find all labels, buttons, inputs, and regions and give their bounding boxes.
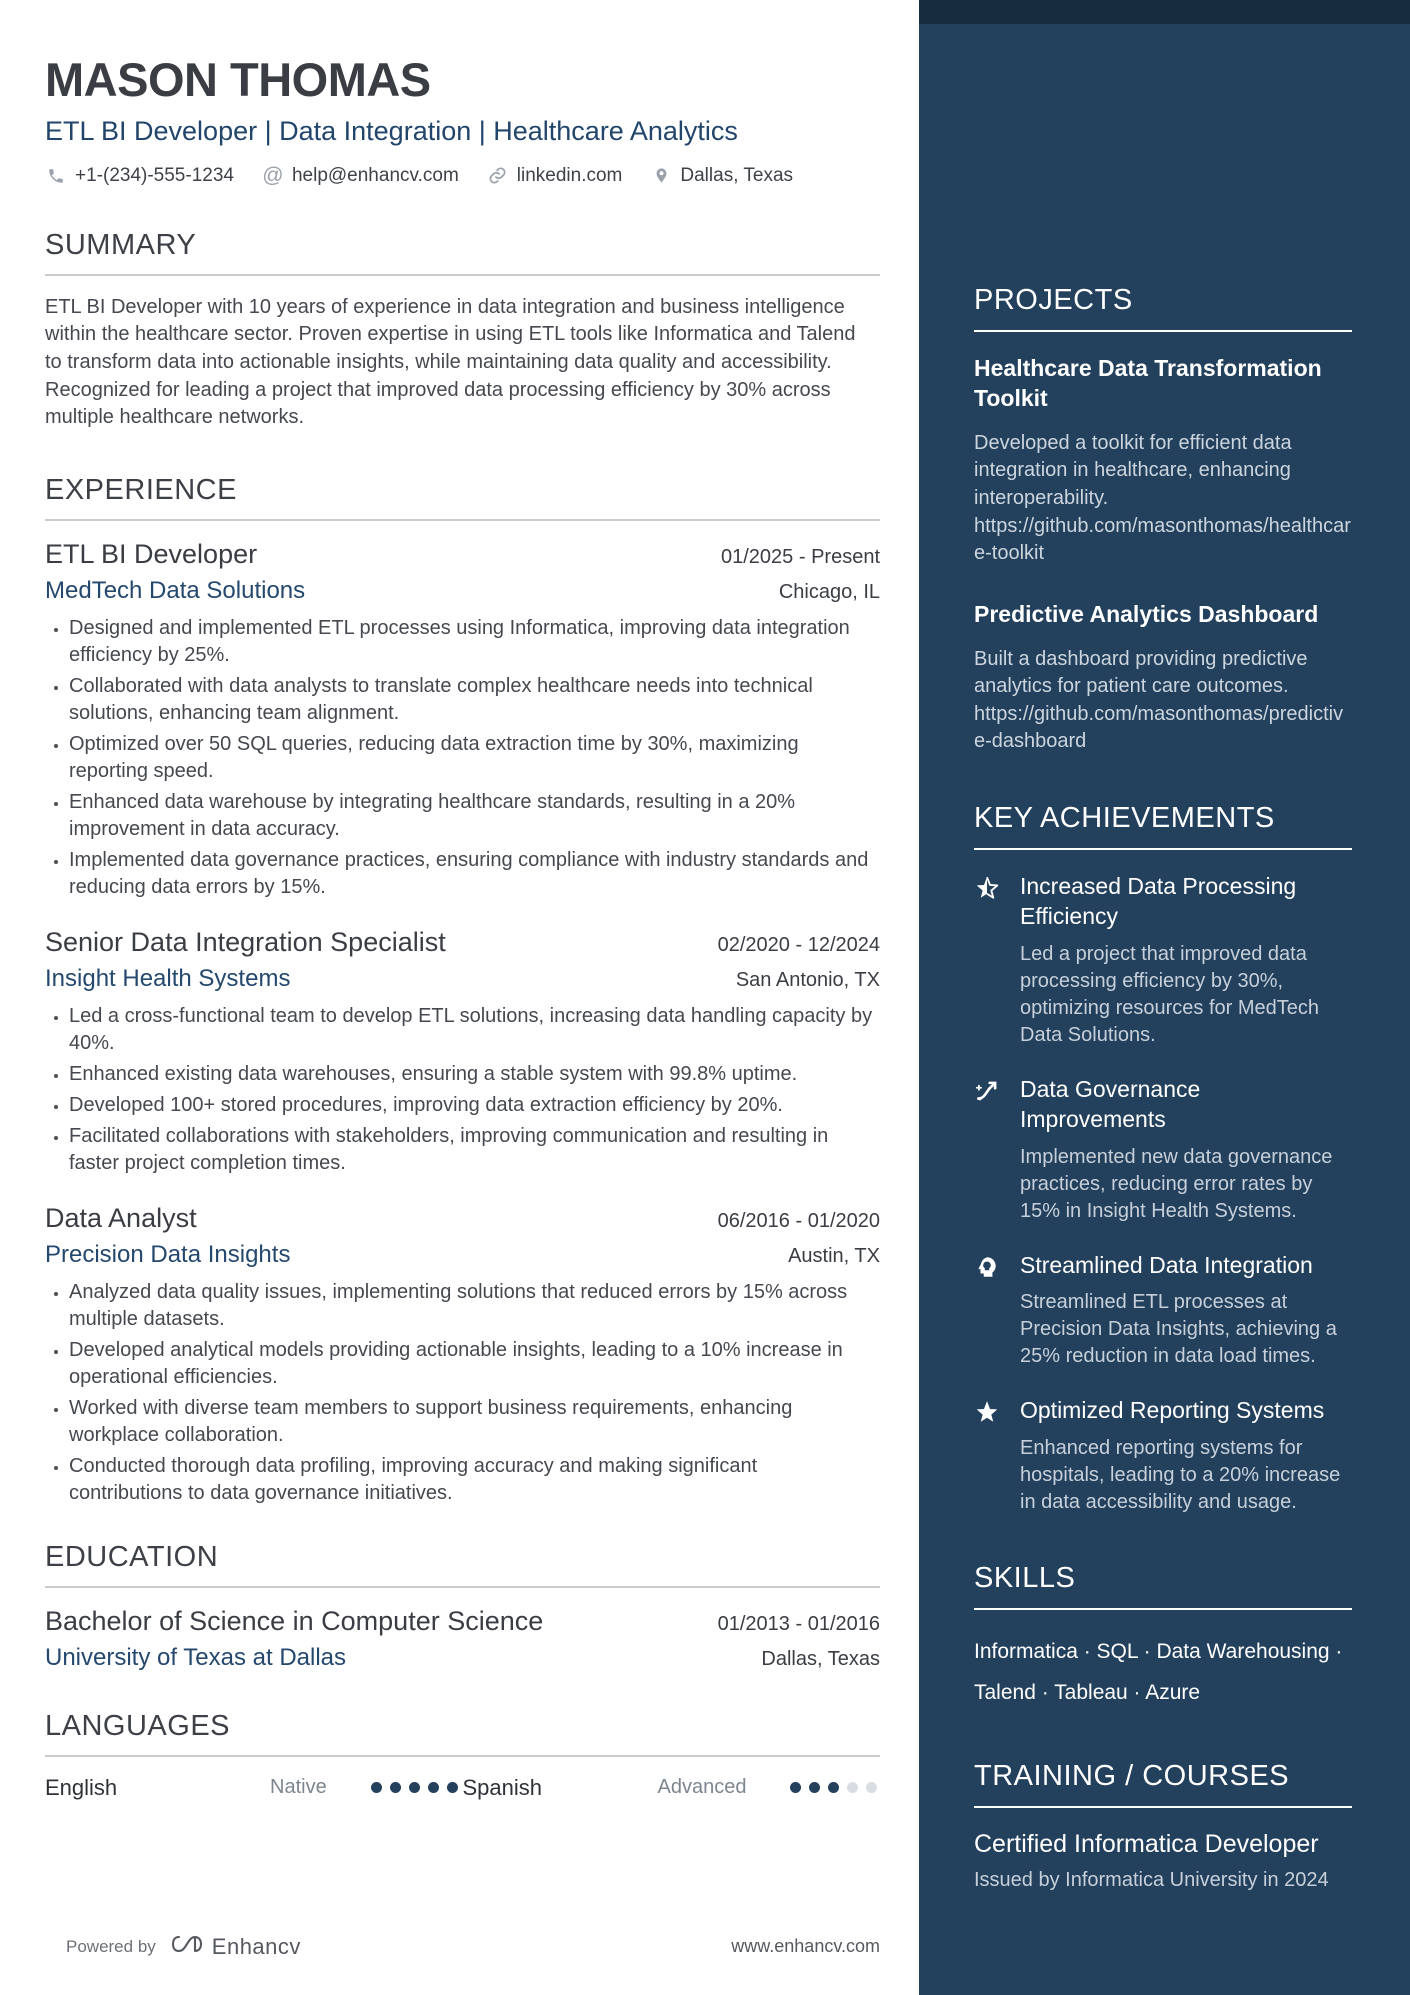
contact-location [650, 165, 793, 187]
course-title: Certified Informatica Developer [974, 1830, 1319, 1859]
contact-linkedin[interactable] [487, 165, 623, 187]
achievement-entry [974, 872, 1352, 1049]
job-entry [45, 1203, 880, 1507]
training-heading: TRAINING / COURSES [974, 1760, 1290, 1793]
achievement-title: Increased Data Processing Efficiency [1020, 873, 1297, 929]
job-title: Data Analyst [45, 1202, 197, 1233]
section-divider [45, 274, 880, 276]
sidebar-divider [974, 848, 1352, 850]
achievement-entry [974, 1075, 1352, 1225]
job-entry [45, 539, 880, 901]
language-level: Native [270, 1776, 327, 1799]
job-bullet: • Conducted thorough data profiling, improving accuracy and making significant contributions to data governance initiatives. [69, 1453, 875, 1507]
language-dots [363, 1782, 458, 1793]
job-title: ETL BI Developer [45, 538, 258, 569]
job-bullet: • Enhanced existing data warehouses, ensuring a stable system with 99.8% uptime. [69, 1061, 875, 1088]
education-section [45, 1541, 880, 1672]
contact-row [45, 165, 880, 187]
powered-by-label: Powered by [66, 1936, 156, 1956]
job-location: Chicago, IL [778, 580, 880, 603]
projects-heading: PROJECTS [974, 284, 1133, 316]
location-icon [650, 165, 672, 187]
education-date: 01/2013 - 01/2016 [717, 1612, 880, 1635]
project-title: Healthcare Data Transformation Toolkit [974, 355, 1322, 411]
achievement-description: Enhanced reporting systems for hospitals, leading to a 20% increase in data accessibility and usage. [1020, 1437, 1341, 1514]
achievement-title: Optimized Reporting Systems [1020, 1397, 1325, 1424]
job-company: Precision Data Insights [45, 1240, 291, 1268]
job-bullets [45, 1279, 875, 1507]
star-icon [974, 1396, 1020, 1516]
job-bullets [45, 1003, 875, 1177]
projects-section [974, 284, 1352, 756]
languages-row [45, 1775, 880, 1801]
enhancv-brand[interactable] [170, 1932, 301, 1961]
brand-name: Enhancv [211, 1933, 301, 1959]
language-item [45, 1775, 463, 1801]
job-date: 06/2016 - 01/2020 [717, 1209, 880, 1232]
phone-icon [45, 165, 67, 187]
enhancv-logo-icon [170, 1932, 204, 1961]
email-icon: @ [262, 163, 284, 187]
skills-list: Informatica · SQL · Data Warehousing · Talend · Tableau · Azure [974, 1640, 1343, 1705]
job-location: Austin, TX [788, 1244, 880, 1267]
job-date: 01/2025 - Present [721, 545, 880, 568]
achievement-title: Streamlined Data Integration [1020, 1251, 1313, 1278]
languages-section [45, 1710, 880, 1801]
summary-heading: SUMMARY [45, 228, 197, 261]
idea-head-icon [974, 1251, 1020, 1371]
contact-linkedin-text: linkedin.com [516, 164, 623, 186]
section-divider [45, 519, 880, 521]
contact-email-text: help@enhancv.com [291, 164, 459, 186]
section-divider [45, 1755, 880, 1757]
job-bullet: • Designed and implemented ETL processes using Informatica, improving data integration efficiency by 25%. [69, 615, 875, 669]
school-name: University of Texas at Dallas [45, 1643, 347, 1671]
project-entry [974, 600, 1352, 756]
contact-phone [45, 165, 234, 187]
achievements-section [974, 802, 1352, 1516]
skills-section [974, 1562, 1352, 1714]
training-section [974, 1760, 1352, 1894]
language-level: Advanced [657, 1776, 747, 1799]
job-bullet: • Collaborated with data analysts to translate complex healthcare needs into technical solutions, enhancing team alignment. [69, 673, 875, 727]
job-title: Senior Data Integration Specialist [45, 926, 446, 957]
achievement-entry [974, 1396, 1352, 1516]
contact-phone-text: +1-(234)-555-1234 [75, 164, 234, 186]
page-footer [66, 1932, 880, 1961]
education-heading: EDUCATION [45, 1540, 219, 1573]
job-bullet: • Implemented data governance practices, ensuring compliance with industry standards and reducing data errors by 15%. [69, 847, 875, 901]
job-company: MedTech Data Solutions [45, 576, 306, 604]
trend-arrow-icon [974, 1075, 1020, 1225]
achievement-title: Data Governance Improvements [1020, 1075, 1201, 1132]
achievement-description: Streamlined ETL processes at Precision Data Insights, achieving a 25% reduction in data load times. [1020, 1291, 1337, 1368]
language-name: Spanish [462, 1774, 543, 1800]
powered-by [66, 1932, 301, 1961]
skills-heading: SKILLS [974, 1562, 1076, 1595]
achievements-heading: KEY ACHIEVEMENTS [974, 802, 1275, 835]
star-half-icon [974, 872, 1020, 1049]
education-location: Dallas, Texas [761, 1647, 880, 1670]
candidate-name: MASON THOMAS [45, 53, 431, 106]
job-bullet: • Developed 100+ stored procedures, improving data extraction efficiency by 20%. [69, 1092, 875, 1119]
course-issuer: Issued by Informatica University in 2024 [974, 1869, 1329, 1892]
candidate-headline: ETL BI Developer | Data Integration | Healthcare Analytics [45, 116, 738, 146]
project-url[interactable]: https://github.com/masonthomas/healthcare-toolkit [974, 514, 1351, 565]
job-bullet: • Optimized over 50 SQL queries, reducing data extraction time by 30%, maximizing reporting speed. [69, 731, 875, 785]
experience-section [45, 474, 880, 1507]
sidebar [919, 0, 1410, 1995]
project-title: Predictive Analytics Dashboard [974, 600, 1319, 627]
project-url[interactable]: https://github.com/masonthomas/predictive-dashboard [974, 702, 1344, 753]
summary-text: ETL BI Developer with 10 years of experience in data integration and business intelligence within the healthcare sector. Proven expertise in using ETL tools like Informatica and Talend to transform data into actionable insights, while maintaining data quality and accessibility. Recognized for leading a project that improved data processing efficiency by 30% across multiple healthcare networks. [45, 295, 856, 429]
job-entry [45, 927, 880, 1177]
contact-email[interactable] [262, 165, 459, 187]
job-bullet: • Facilitated collaborations with stakeholders, improving communication and resulting in faster project completion times. [69, 1123, 875, 1177]
job-bullet: • Worked with diverse team members to support business requirements, enhancing workplace collaboration. [69, 1395, 875, 1449]
section-divider [45, 1586, 880, 1588]
sidebar-divider [974, 1806, 1352, 1808]
language-item [463, 1775, 881, 1801]
job-bullet: • Developed analytical models providing actionable insights, leading to a 10% increase in operational efficiencies. [69, 1337, 875, 1391]
job-date: 02/2020 - 12/2024 [717, 933, 880, 956]
job-bullet: • Analyzed data quality issues, implementing solutions that reduced errors by 15% across multiple datasets. [69, 1279, 875, 1333]
job-bullet: • Enhanced data warehouse by integrating healthcare standards, resulting in a 20% improvement in data accuracy. [69, 789, 875, 843]
sidebar-top-strip [919, 0, 1410, 24]
summary-section [45, 229, 880, 432]
languages-heading: LANGUAGES [45, 1709, 230, 1742]
achievement-description: Led a project that improved data processing efficiency by 30%, optimizing resources for MedTech Data Solutions. [1020, 942, 1320, 1046]
contact-location-text: Dallas, Texas [680, 164, 794, 186]
job-location: San Antonio, TX [735, 968, 880, 991]
sidebar-divider [974, 330, 1352, 332]
sidebar-divider [974, 1608, 1352, 1610]
job-bullets [45, 615, 875, 901]
job-company: Insight Health Systems [45, 964, 291, 992]
achievement-description: Implemented new data governance practices, reducing error rates by 15% in Insight Health Systems. [1020, 1145, 1333, 1222]
job-bullet: • Led a cross-functional team to develop ETL solutions, increasing data handling capacity by 40%. [69, 1003, 875, 1057]
project-description: Developed a toolkit for efficient data integration in healthcare, enhancing interoperability. [974, 431, 1292, 509]
link-icon [487, 165, 509, 187]
language-dots [782, 1782, 877, 1793]
experience-heading: EXPERIENCE [45, 473, 237, 506]
degree-title: Bachelor of Science in Computer Science [45, 1605, 544, 1636]
language-name: English [45, 1774, 118, 1800]
achievement-entry [974, 1251, 1352, 1371]
footer-url[interactable]: www.enhancv.com [731, 1936, 880, 1956]
project-description: Built a dashboard providing predictive analytics for patient care outcomes. [974, 647, 1308, 698]
project-entry [974, 354, 1352, 568]
